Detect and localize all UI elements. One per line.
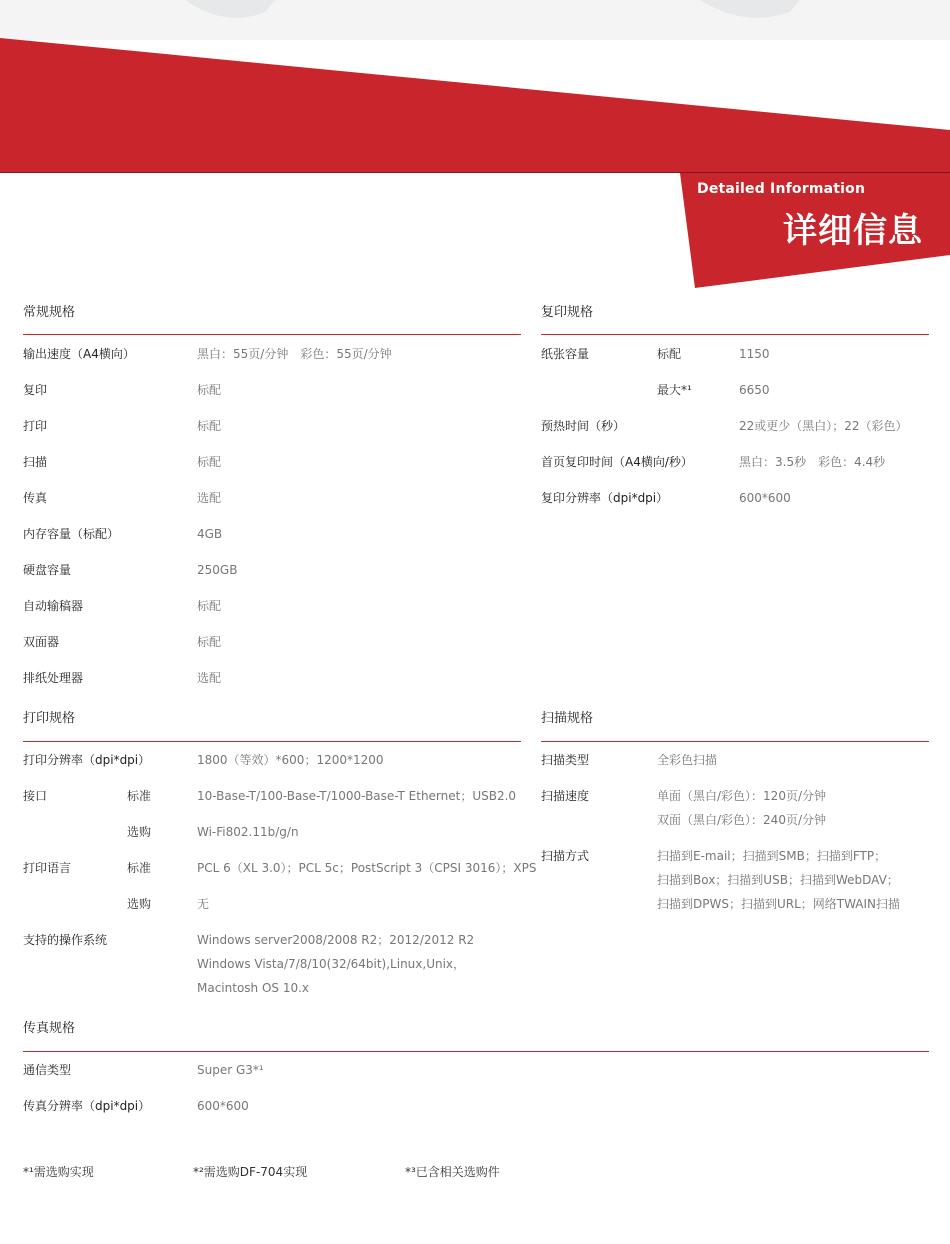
fax-specs-title: 传真规格 (23, 1021, 76, 1036)
spec-value: 标配 (197, 599, 222, 613)
print-specs-title: 打印规格 (23, 711, 76, 726)
copy-specs-divider (541, 334, 929, 335)
paper-max-value: 6650 (739, 383, 770, 397)
spec-value: 黑白：55页/分钟 彩色：55页/分钟 (197, 347, 392, 361)
footnote-2: *²需选购DF-704实现 (193, 1165, 308, 1179)
interface-standard-sub: 标准 (127, 789, 152, 803)
detailed-information-tag: Detailed Information (697, 181, 866, 197)
spec-value: 标配 (197, 635, 222, 649)
interface-optional-sub: 选购 (127, 825, 152, 839)
paper-max-sub: 最大*¹ (657, 383, 692, 397)
first-copy-value: 黑白：3.5秒 彩色：4.4秒 (739, 455, 886, 469)
spec-label: 双面器 (23, 635, 60, 649)
warmup-value: 22或更少（黑白）；22（彩色） (739, 419, 908, 433)
spec-label: 输出速度（A4横向） (23, 347, 135, 361)
paper-capacity-label: 纸张容量 (541, 347, 590, 361)
scan-method-label: 扫描方式 (541, 849, 590, 863)
spec-value: 选配 (197, 671, 222, 685)
supported-os-line: Windows server2008/2008 R2；2012/2012 R2 (197, 933, 475, 947)
footnote-3: *³已含相关选购件 (405, 1165, 500, 1179)
spec-label: 内存容量（标配） (23, 527, 120, 541)
detail-info-heading: 详细信息 (783, 211, 923, 251)
general-specs-divider (23, 334, 521, 335)
spec-value: 标配 (197, 383, 222, 397)
first-copy-label: 首页复印时间（A4横向/秒） (541, 455, 693, 469)
copy-resolution-label: 复印分辨率（dpi*dpi） (541, 491, 669, 505)
paper-standard-sub: 标配 (657, 347, 682, 361)
spec-label: 扫描 (23, 455, 48, 469)
spec-label: 复印 (23, 383, 48, 397)
print-language-optional-value: 无 (197, 897, 210, 911)
print-language-standard-sub: 标准 (127, 861, 152, 875)
fax-type-value: Super G3*¹ (197, 1063, 264, 1077)
scan-method-line: 扫描到Box；扫描到USB；扫描到WebDAV； (657, 873, 899, 887)
print-language-optional-sub: 选购 (127, 897, 152, 911)
spec-label: 打印 (23, 419, 48, 433)
footnote-1: *¹需选购实现 (23, 1165, 94, 1179)
spec-label: 硬盘容量 (23, 563, 72, 577)
scan-method-line: 扫描到DPWS；扫描到URL；网络TWAIN扫描 (657, 897, 901, 911)
paper-standard-value: 1150 (739, 347, 770, 361)
spec-label: 排纸处理器 (23, 671, 84, 685)
spec-label: 传真 (23, 491, 48, 505)
spec-value: 4GB (197, 527, 223, 541)
fax-specs-divider (23, 1051, 929, 1052)
fax-resolution-label: 传真分辨率（dpi*dpi） (23, 1099, 151, 1113)
fax-type-label: 通信类型 (23, 1063, 72, 1077)
copy-resolution-value: 600*600 (739, 491, 791, 505)
general-specs-title: 常规规格 (23, 305, 76, 320)
scan-speed-line: 单面（黑白/彩色）：120页/分钟 (657, 789, 826, 803)
supported-os-label: 支持的操作系统 (23, 933, 108, 947)
scan-speed-line: 双面（黑白/彩色）：240页/分钟 (657, 813, 826, 827)
scan-speed-label: 扫描速度 (541, 789, 590, 803)
supported-os-line: Macintosh OS 10.x (197, 981, 310, 995)
print-language-label: 打印语言 (23, 861, 72, 875)
print-resolution-value: 1800（等效）*600；1200*1200 (197, 753, 384, 767)
spec-value: 250GB (197, 563, 238, 577)
copy-specs-title: 复印规格 (541, 305, 594, 320)
scan-specs-divider (541, 741, 929, 742)
print-specs-divider (23, 741, 521, 742)
scan-specs-title: 扫描规格 (541, 711, 594, 726)
spec-value: 标配 (197, 419, 222, 433)
spec-label: 自动输稿器 (23, 599, 84, 613)
interface-standard-value: 10-Base-T/100-Base-T/1000-Base-T Ethernet；USB2.0 (197, 789, 517, 803)
warmup-label: 预热时间（秒） (541, 419, 626, 433)
scan-method-line: 扫描到E-mail；扫描到SMB；扫描到FTP； (657, 849, 887, 863)
print-language-standard-value: PCL 6（XL 3.0）；PCL 5c；PostScript 3（CPSI 3016）；XPS (197, 861, 537, 875)
interface-label: 接口 (23, 789, 48, 803)
spec-value: 选配 (197, 491, 222, 505)
print-resolution-label: 打印分辨率（dpi*dpi） (23, 753, 151, 767)
scan-type-label: 扫描类型 (541, 753, 590, 767)
fax-resolution-value: 600*600 (197, 1099, 249, 1113)
supported-os-line: Windows Vista/7/8/10(32/64bit),Linux,Unix， (197, 957, 466, 971)
scan-type-value: 全彩色扫描 (657, 753, 718, 767)
header-banner (0, 0, 950, 290)
interface-optional-value: Wi-Fi802.11b/g/n (197, 825, 299, 839)
spec-value: 标配 (197, 455, 222, 469)
